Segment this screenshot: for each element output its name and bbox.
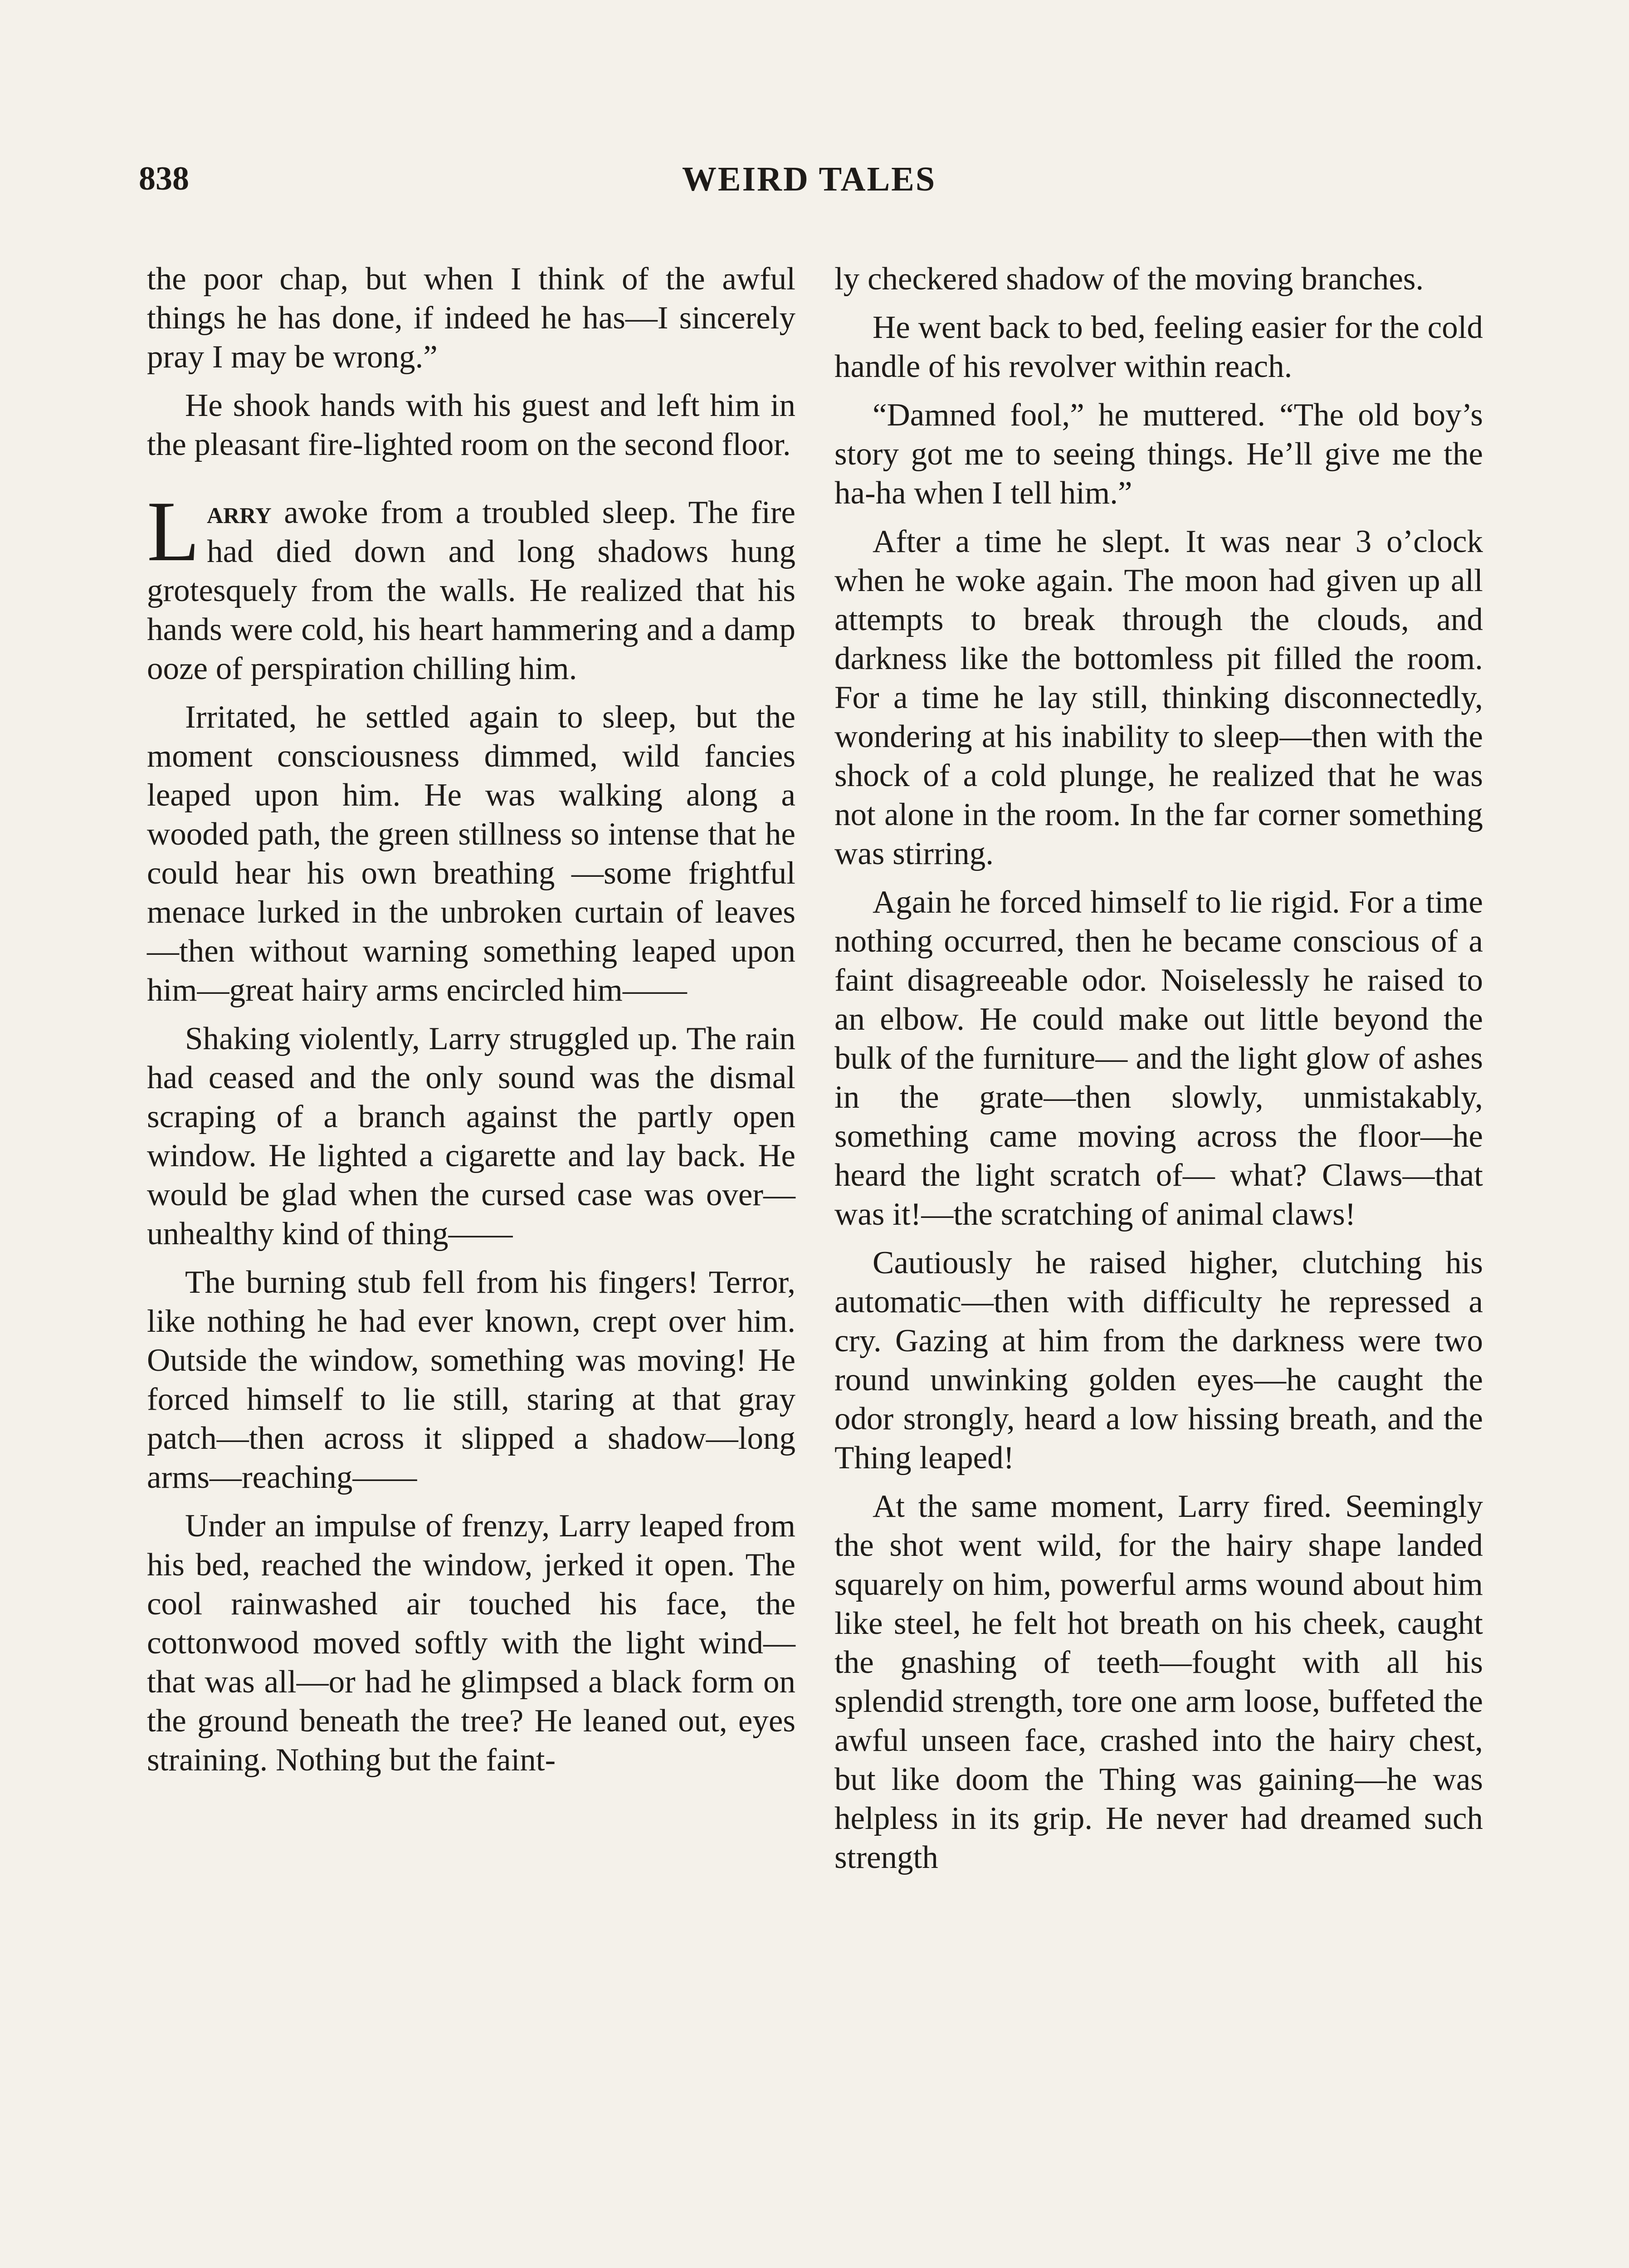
paragraph: The burning stub fell from his fingers! Terror, like nothing he had ever known, crept over him. Outside the window, something was moving! He forced himself to lie still, staring at that gray patch—then across it slipped a shadow—long arms—reaching—— (147, 1265, 795, 1495)
paragraph: After a time he slept. It was near 3 o’clock when he woke again. The moon had given up all attempts to break through the clouds, and darkness like the bottomless pit filled the room. For a time he lay still, thinking disconnectedly, wondering at his inability to sleep—then with the shock of a cold plunge, he realized that he was not alone in the room. In the far corner something was stirring. (834, 524, 1483, 871)
page-header (139, 160, 1479, 210)
paragraph: the poor chap, but when I think of the awful things he has done, if indeed he has—I sincerely pray I may be wrong.” (147, 261, 795, 375)
section-opening-paragraph (147, 484, 795, 688)
paragraph: He shook hands with his guest and left him in the pleasant fire-lighted room on the second floor. (147, 388, 795, 462)
paragraph: “Damned fool,” he muttered. “The old boy’s story got me to seeing things. He’ll give me the ha-ha when I tell him.” (834, 397, 1483, 511)
left-column (147, 259, 795, 1789)
paragraph: Irritated, he settled again to sleep, but the moment consciousness dimmed, wild fancies leaped upon him. He was walking along a wooded path, the green stillness so intense that he could hear his own breathing —some frightful menace lurked in the unbroken curtain of leaves—then without warning something leaped upon him—great hairy arms encircled him—— (147, 699, 795, 1008)
page-number: 838 (139, 160, 189, 197)
paragraph: Shaking violently, Larry struggled up. The rain had ceased and the only sound was the dismal scraping of a branch against the partly open window. He lighted a cigarette and lay back. He would be glad when the cursed case was over—unhealthy kind of thing—— (147, 1021, 795, 1251)
paragraph-text: awoke from a troubled sleep. The fire had died down and long shadows hung grotesquely from the walls. He realized that his hands were cold, his heart hammering and a damp ooze of perspiration chilling him. (147, 495, 795, 686)
paragraph: Again he forced himself to lie rigid. For a time nothing occurred, then he became conscious of a faint disagreeable odor. Noiselessly he raised to an elbow. He could make out little beyond the bulk of the furniture— and the light glow of ashes in the grate—then slowly, unmistakably, something came moving across the floor—he heard the light scratch of— what? Claws—that was it!—the scratching of animal claws! (834, 885, 1483, 1232)
paragraph: Cautiously he raised higher, clutching his automatic—then with difficulty he repressed a cry. Gazing at him from the darkness were two round unwinking golden eyes—he caught the odor strongly, heard a low hissing breath, and the Thing leaped! (834, 1245, 1483, 1476)
paragraph: ly checkered shadow of the moving branches. (834, 261, 1424, 297)
right-column (834, 259, 1483, 1887)
paragraph: At the same moment, Larry fired. Seemingly the shot went wild, for the hairy shape landed squarely on him, powerful arms wound about him like steel, he felt hot breath on his cheek, caught the gnashing of teeth—fought with all his splendid strength, tore one arm loose, buffeted the awful unseen face, crashed into the hairy chest, but like doom the Thing was gaining—he was helpless in its grip. He never had dreamed such strength (834, 1489, 1483, 1875)
small-caps-word: arry (207, 495, 272, 530)
magazine-title: WEIRD TALES (682, 160, 936, 198)
paragraph: Under an impulse of frenzy, Larry leaped from his bed, reached the window, jerked it open. The cool rainwashed air touched his face, the cottonwood moved softly with the light wind—that was all—or had he glimpsed a black form on the ground beneath the tree? He leaned out, eyes straining. Nothing but the faint- (147, 1508, 795, 1778)
paragraph: He went back to bed, feeling easier for the cold handle of his revolver within reach. (834, 310, 1483, 384)
drop-cap: L (147, 484, 200, 579)
